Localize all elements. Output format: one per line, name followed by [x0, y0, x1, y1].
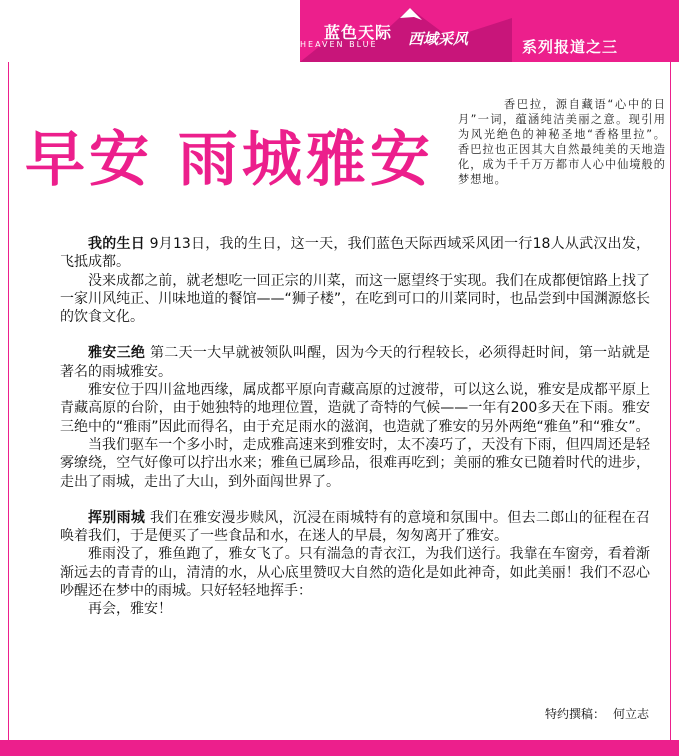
section-title: 我的生日 [88, 236, 145, 252]
paragraph: 当我们驱车一个多小时，走成雅高速来到雅安时，太不凑巧了，天没有下雨，但四周还是轻雾缭绕，空气好像可以拧出水来；雅鱼已属珍品，很难再吃到；美丽的雅女已随着时代的进步，走出了雨城，走出了大山，到外面闯世界了。 [60, 436, 650, 490]
paragraph: 没来成都之前，就老想吃一回正宗的川菜，而这一愿望终于实现。我们在成都便馆路上找了一家川风纯正、川味地道的餐馆——“狮子楼”，在吃到可口的川菜同时，也品尝到中国渊源悠长的饮食文化。 [60, 272, 650, 326]
article-headline: 早安 雨城雅安 [25, 125, 434, 195]
series-label: 系列报道之三 [522, 38, 619, 56]
footer-bar [0, 740, 679, 756]
byline-label: 特约撰稿： [544, 707, 605, 721]
paragraph: 我的生日 9月13日，我的生日，这一天，我们蓝色天际西域采风团一行18人从武汉出发，飞抵成都。 [60, 236, 651, 271]
byline [537, 705, 649, 722]
intro-text: 香巴拉，源自藏语“心中的日月”一词，蕴涵纯洁美丽之意。现引用为风光绝色的神秘圣地“香格里拉”。香巴拉也正因其大自然最纯美的天地造化，成为千千万万都市人心中仙境般的梦想地。 [458, 98, 666, 186]
header-bar [0, 0, 679, 62]
paragraph: 雅安位于四川盆地西缘，属成都平原向青藏高原的过渡带，可以这么说，雅安是成都平原上青藏高原的台阶，由于她独特的地理位置，造就了奇特的气候——一年有200多天在下雨。雅安三绝中的“雅雨”因此而得名，由于充足雨水的滋润，也造就了雅安的另外两绝“雅鱼”和“雅女”。 [60, 382, 650, 435]
paragraph: 雅安三绝 第二天一大早就被领队叫醒，因为今天的行程较长，必须得赶时间，第一站就是著名的雨城雅安。 [60, 345, 651, 380]
paragraph: 雅雨没了，雅鱼跑了，雅女飞了。只有湍急的青衣江，为我们送行。我靠在车窗旁，看着渐渐远去的青青的山，清清的水，从心底里赞叹大自然的造化是如此神奇，如此美丽！我们不忍心吵醒还在梦中的雨城。只好轻轻地挥手： [60, 546, 650, 600]
brand-logo [300, 0, 512, 62]
logo-main: 蓝色天际 [324, 23, 393, 42]
logo-tagline: 西域采风 [408, 30, 469, 48]
section-title: 挥别雨城 [88, 509, 146, 526]
paragraph: 再会，雅安！ [88, 601, 172, 618]
byline-author: 何立志 [612, 707, 649, 721]
header-blank [0, 0, 300, 62]
logo-sub: HEAVEN BLUE [300, 40, 378, 49]
section-title: 雅安三绝 [88, 345, 146, 362]
paragraph: 挥别雨城 我们在雅安漫步赎风，沉浸在雨城特有的意境和氛围中。但去二郎山的征程在召唤着我们，于是便买了一些食品和水，在迷人的早晨，匆匆离开了雅安。 [60, 509, 651, 545]
article-body [60, 235, 650, 619]
